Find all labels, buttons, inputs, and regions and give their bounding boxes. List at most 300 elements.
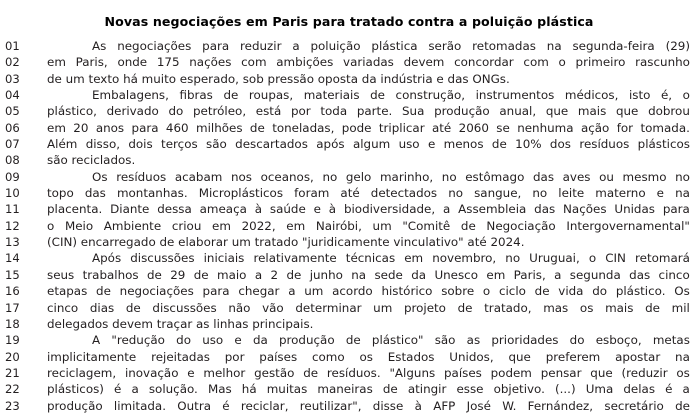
- text-line: [0, 349, 698, 365]
- line-number: 18: [5, 316, 20, 331]
- line-text: [47, 381, 690, 397]
- word: Uma: [585, 382, 614, 397]
- word: nações: [189, 55, 232, 70]
- word: de: [460, 218, 476, 233]
- word: cinco: [47, 300, 79, 315]
- text-line: [0, 169, 698, 185]
- word: toneladas,: [272, 120, 335, 135]
- word: o: [682, 88, 690, 103]
- text-line: [0, 398, 698, 414]
- word: maio: [217, 267, 247, 282]
- word: Os: [674, 284, 690, 299]
- word: ameaça: [199, 202, 247, 217]
- word: sangue,: [474, 186, 522, 201]
- word: primeiro: [575, 55, 626, 70]
- word: trabalhos: [82, 267, 139, 282]
- word: gelo: [345, 169, 372, 184]
- word: é,: [660, 88, 673, 103]
- line-number: 01: [5, 39, 20, 53]
- word: "Alguns: [389, 365, 436, 380]
- word: e: [656, 186, 664, 201]
- line-number: 13: [5, 235, 20, 250]
- word: nos: [230, 169, 252, 184]
- word: dos: [549, 137, 571, 152]
- word: no: [675, 169, 690, 184]
- word: ciclo: [498, 284, 526, 299]
- line-number: 23: [5, 398, 20, 413]
- word: que: [508, 349, 531, 364]
- word: W.: [502, 398, 517, 413]
- word: plásticos: [637, 137, 690, 152]
- word: produção: [434, 104, 490, 119]
- word: CIN: [605, 251, 626, 266]
- word: são: [206, 137, 227, 152]
- word: limitada.: [113, 398, 166, 413]
- word: leite: [558, 186, 585, 201]
- word: médicos,: [564, 88, 619, 103]
- word: rejeitadas: [151, 349, 210, 364]
- word: a: [292, 39, 300, 53]
- line-text: [47, 38, 690, 54]
- line-text: delegados devem traçar as linhas principais.: [47, 316, 314, 331]
- word: Sua: [402, 104, 425, 119]
- word: pode: [341, 120, 372, 135]
- word: implicitamente: [47, 349, 137, 364]
- line-number: 02: [5, 55, 20, 70]
- word: plástico": [371, 333, 424, 348]
- word: um: [373, 300, 393, 315]
- line-number: 08: [5, 153, 20, 168]
- text-line: [0, 381, 698, 397]
- word: devem: [403, 55, 445, 70]
- word: há: [241, 382, 257, 397]
- word: rascunho: [635, 55, 690, 70]
- word: chegar: [238, 284, 280, 299]
- word: discussões: [152, 300, 217, 315]
- word: concordar: [454, 55, 514, 70]
- word: 10%: [515, 137, 542, 152]
- word: José: [466, 398, 491, 413]
- word: de: [125, 300, 141, 315]
- word: Negociação: [486, 218, 556, 233]
- word: países: [443, 365, 482, 380]
- word: parte.: [356, 104, 393, 119]
- word: do: [176, 333, 191, 348]
- word: poluição: [310, 39, 361, 53]
- text-line: [0, 201, 698, 217]
- word: isto: [628, 88, 651, 103]
- word: Após: [92, 251, 122, 266]
- word: milhões: [196, 120, 243, 135]
- word: de: [457, 300, 473, 315]
- word: no: [441, 169, 457, 184]
- word: e: [313, 202, 321, 217]
- line-text: [47, 267, 690, 283]
- word: resíduos: [116, 169, 167, 184]
- word: os: [579, 300, 594, 315]
- line-number: 07: [5, 137, 20, 152]
- word: se: [496, 120, 510, 135]
- line-text: [47, 54, 690, 70]
- word: oceanos,: [260, 169, 314, 184]
- word: muitas: [266, 382, 308, 397]
- word: Unesco: [434, 267, 478, 282]
- word: preferem: [545, 349, 601, 364]
- word: dois: [128, 137, 153, 152]
- word: das: [629, 267, 651, 282]
- line-text: (CIN) encarregado de elaborar um tratado "juridicamente vinculativo" até 2024.: [47, 235, 525, 250]
- word: negociações: [117, 39, 192, 53]
- word: de: [534, 284, 550, 299]
- word: Assembleia: [458, 202, 527, 217]
- word: em: [47, 55, 66, 70]
- word: que: [545, 104, 569, 119]
- word: de: [645, 300, 660, 315]
- word: de: [370, 88, 385, 103]
- word: em: [47, 120, 66, 135]
- word: é: [222, 398, 230, 413]
- text-line: [0, 250, 698, 266]
- word: anual,: [499, 104, 537, 119]
- word: de: [193, 267, 209, 282]
- word: esboço,: [595, 333, 642, 348]
- word: podem: [490, 365, 532, 380]
- word: ambições: [276, 55, 334, 70]
- word: tratado,: [484, 300, 532, 315]
- line-number: 05: [5, 104, 20, 119]
- word: fibras: [179, 88, 213, 103]
- word: delas: [623, 382, 656, 397]
- word: discussões: [130, 251, 195, 266]
- word: detectados: [370, 186, 438, 201]
- word: algum: [352, 137, 391, 152]
- word: uso: [398, 137, 420, 152]
- word: ou: [599, 169, 614, 184]
- word: inovação: [124, 365, 179, 380]
- line-number: 10: [5, 186, 20, 201]
- word: a: [254, 267, 263, 282]
- word: de: [303, 365, 319, 380]
- word: plástico,: [47, 104, 97, 119]
- word: solução.: [148, 382, 198, 397]
- line-number: 15: [5, 267, 20, 282]
- word: no: [322, 169, 338, 184]
- word: sede: [374, 267, 403, 282]
- word: do: [569, 333, 585, 348]
- text-line: [0, 87, 698, 103]
- word: criou: [171, 218, 202, 233]
- word: no: [532, 186, 548, 201]
- word: a: [554, 267, 562, 282]
- word: anos: [95, 120, 125, 135]
- word: à: [328, 202, 337, 217]
- word: toda: [320, 104, 348, 119]
- word: um: [304, 284, 324, 299]
- text-line: [0, 316, 698, 332]
- word: que: [615, 104, 639, 119]
- word: Unidas: [614, 202, 655, 217]
- word: segunda-feira: [572, 39, 655, 53]
- word: Fernández,: [527, 398, 594, 413]
- word: reciclagem,: [47, 365, 117, 380]
- text-line: [0, 365, 698, 381]
- word: atingir: [407, 382, 447, 397]
- word: 20: [73, 120, 89, 135]
- word: segunda: [569, 267, 621, 282]
- word: montanhas.: [116, 186, 188, 201]
- word: (29): [665, 39, 690, 53]
- word: para: [202, 39, 230, 53]
- text-line: [0, 120, 698, 136]
- word: 460: [165, 120, 189, 135]
- word: a: [442, 202, 451, 217]
- word: é: [114, 382, 122, 397]
- line-number: 21: [5, 365, 20, 380]
- text-line: [0, 300, 698, 316]
- word: dessa: [157, 202, 192, 217]
- word: em: [286, 218, 306, 233]
- word: materno: [595, 186, 646, 201]
- word: mais: [577, 104, 607, 119]
- word: for: [616, 120, 634, 135]
- word: Embalagens,: [92, 88, 169, 103]
- word: Mas: [207, 382, 232, 397]
- word: terços: [161, 137, 198, 152]
- word: histórico: [381, 284, 433, 299]
- word: da: [411, 267, 427, 282]
- word: para: [202, 284, 230, 299]
- word: e: [234, 333, 242, 348]
- word: é: [665, 382, 673, 397]
- word: "Comitê: [402, 218, 451, 233]
- word: do: [592, 284, 608, 299]
- word: por: [290, 104, 311, 119]
- word: secretário: [604, 398, 664, 413]
- word: Diante: [110, 202, 150, 217]
- word: para: [131, 120, 159, 135]
- word: gestão: [254, 365, 295, 380]
- line-number: 17: [5, 300, 20, 315]
- word: projeto: [403, 300, 446, 315]
- text-line: [0, 38, 698, 54]
- line-text: [47, 103, 690, 119]
- line-number: 12: [5, 218, 20, 233]
- word: o: [558, 55, 566, 70]
- word: produção: [278, 333, 335, 348]
- word: Uruguai,: [529, 251, 580, 266]
- word: os: [359, 349, 373, 364]
- word: o: [588, 251, 597, 266]
- word: até: [431, 120, 452, 135]
- word: objetivo.: [493, 382, 545, 397]
- text-line: [0, 218, 698, 234]
- line-number: 04: [5, 88, 20, 103]
- word: técnicas: [345, 251, 396, 266]
- line-text: [47, 398, 690, 414]
- word: com: [523, 55, 549, 70]
- word: descartados: [235, 137, 308, 152]
- word: com: [241, 55, 267, 70]
- word: acordo: [332, 284, 373, 299]
- word: apostar: [615, 349, 661, 364]
- word: acabam: [174, 169, 223, 184]
- word: etapas: [47, 284, 88, 299]
- word: Nairóbi,: [315, 218, 362, 233]
- word: Paris,: [75, 55, 108, 70]
- line-text: [47, 185, 690, 201]
- word: derivado: [106, 104, 159, 119]
- line-text: [47, 87, 690, 103]
- word: e: [187, 365, 195, 380]
- word: instrumentos: [475, 88, 555, 103]
- word: Ambiente: [103, 218, 162, 233]
- word: das: [534, 202, 556, 217]
- text-line: [0, 185, 698, 201]
- text-line: [0, 71, 698, 87]
- word: mesmo: [622, 169, 667, 184]
- line-number: 09: [5, 169, 20, 184]
- word: retomará: [635, 251, 690, 266]
- word: biodiversidade,: [343, 202, 436, 217]
- word: cinco: [658, 267, 690, 282]
- word: pensar: [540, 365, 582, 380]
- word: à: [414, 398, 422, 413]
- word: junho: [309, 267, 343, 282]
- word: de: [491, 137, 507, 152]
- line-text: [47, 169, 690, 185]
- word: plástica: [371, 39, 418, 53]
- word: metas: [652, 333, 690, 348]
- line-text: são reciclados.: [47, 153, 136, 168]
- word: (reduzir: [621, 365, 668, 380]
- line-text: de um texto há muito esperado, sob pressão oposta da indústria e das ONGs.: [47, 71, 510, 86]
- word: sobre: [441, 284, 475, 299]
- word: triplicar: [378, 120, 425, 135]
- word: de: [96, 284, 111, 299]
- word: dobrou: [648, 104, 690, 119]
- word: em: [404, 251, 424, 266]
- word: Paris,: [513, 267, 546, 282]
- word: e: [427, 137, 436, 152]
- word: à: [254, 202, 263, 217]
- article-body: [0, 38, 698, 414]
- word: de: [249, 120, 265, 135]
- word: roupas,: [248, 88, 294, 103]
- word: o: [482, 284, 491, 299]
- word: ação: [580, 120, 610, 135]
- word: onde: [117, 55, 148, 70]
- word: Além: [47, 137, 78, 152]
- word: marinho,: [379, 169, 434, 184]
- word: em: [486, 267, 506, 282]
- word: após: [316, 137, 345, 152]
- word: determinar: [295, 300, 362, 315]
- line-text: [47, 300, 690, 316]
- word: de: [286, 267, 302, 282]
- word: iniciais: [203, 251, 245, 266]
- text-line: [0, 136, 698, 152]
- text-line: [0, 54, 698, 70]
- word: AFP: [433, 398, 456, 413]
- word: nenhuma: [517, 120, 574, 135]
- text-line: [0, 283, 698, 299]
- line-text: [47, 218, 690, 234]
- word: mil: [671, 300, 690, 315]
- word: resíduos.: [326, 365, 381, 380]
- word: materiais: [303, 88, 360, 103]
- word: 2022,: [241, 218, 276, 233]
- word: produção: [47, 398, 103, 413]
- word: está: [255, 104, 282, 119]
- word: de: [146, 267, 162, 282]
- word: seus: [47, 267, 75, 282]
- word: os: [676, 365, 690, 380]
- word: do: [168, 104, 184, 119]
- word: não: [228, 300, 251, 315]
- word: no: [505, 251, 521, 266]
- word: foram: [294, 186, 330, 201]
- word: 175: [156, 55, 180, 70]
- word: maneiras: [317, 382, 373, 397]
- word: reciclar,: [240, 398, 289, 413]
- word: Unidos,: [449, 349, 494, 364]
- word: construção,: [395, 88, 466, 103]
- word: variadas: [343, 55, 394, 70]
- word: de: [345, 333, 361, 348]
- line-text: [47, 250, 690, 266]
- word: negociações: [119, 284, 194, 299]
- word: plásticos): [47, 382, 104, 397]
- word: serão: [428, 39, 462, 53]
- word: relativamente: [253, 251, 337, 266]
- word: para: [662, 202, 690, 217]
- word: das: [532, 169, 555, 184]
- word: vão: [262, 300, 284, 315]
- line-number: 11: [5, 202, 20, 217]
- word: Microplásticos: [198, 186, 284, 201]
- word: topo: [47, 186, 74, 201]
- line-text: [47, 201, 690, 217]
- word: Intergovernamental": [566, 218, 690, 233]
- word: da: [252, 333, 268, 348]
- word: "redução: [111, 333, 165, 348]
- word: Meio: [64, 218, 94, 233]
- word: de: [675, 398, 690, 413]
- line-text: [47, 136, 690, 152]
- word: das: [84, 186, 106, 201]
- line-text: [47, 120, 690, 136]
- line-text: [47, 365, 690, 381]
- word: 2: [270, 267, 279, 282]
- word: A: [92, 333, 101, 348]
- word: a: [288, 284, 296, 299]
- word: de: [382, 382, 398, 397]
- word: as: [466, 333, 481, 348]
- line-number: 06: [5, 120, 20, 135]
- line-number: 19: [5, 333, 20, 348]
- word: mais: [605, 300, 634, 315]
- word: As: [92, 39, 107, 53]
- word: o: [47, 218, 55, 233]
- text-line: [0, 152, 698, 168]
- word: disso,: [85, 137, 120, 152]
- word: dias: [89, 300, 115, 315]
- word: disse: [372, 398, 404, 413]
- word: tomada.: [640, 120, 690, 135]
- word: 2060: [458, 120, 489, 135]
- word: países: [259, 349, 298, 364]
- word: retomadas: [472, 39, 536, 53]
